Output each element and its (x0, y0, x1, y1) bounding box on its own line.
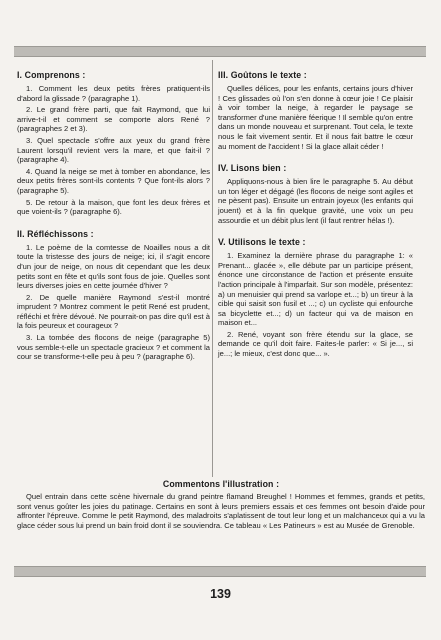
question-item: 1. Le poème de la comtesse de Noailles nous a dit toute la tristesse des jours de neige; ici, il s'agit encore d'un jour de neige, on nous dit cependant que les deux petits sont en fête et qu'ils sont fous de joie. Quelles sont leurs diverses joies en cette journée d'hiver ? (17, 242, 210, 291)
question-item: 2. René, voyant son frère étendu sur la glace, se demande ce qu'il doit faire. Faites-le parler: « Si je..., si je...; le mieux, c'est donc que... ». (218, 329, 413, 359)
question-item: 3. La tombée des flocons de neige (paragraphe 5) vous semble-t-elle un spectacle gracieux ? et comment la cour se transforme-t-elle peu à peu ? (paragraphe 6). (17, 333, 210, 362)
question-item: 2. De quelle manière Raymond s'est-il montré imprudent ? Montrez comment le petit René est prudent, réfléchi et frère dévoué. Ne pourrait-on pas dire qu'il est à la fois peureux et courageux ? (17, 292, 210, 331)
paragraph: Appliquons-nous à bien lire le paragraphe 5. Au début un ton léger et dégagé (les flocons de neige sont agiles et ne pèsent pas). Ensuite un entrain joyeux (les enfants qui jouent) et à la fin quelque gravité, une voix un peu assourdie et un débit plus lent (il faut rentrer hélas !). (218, 177, 413, 225)
question-item: 3. Quel spectacle s'offre aux yeux du grand frère Laurent lorsqu'il revient vers la mare, et que fait-il ? (paragraphe 4). (17, 135, 210, 165)
section-utilisons (218, 237, 413, 359)
question-item: 1. Comment les deux petits frères pratiquent-ils d'abord la glissade ? (paragraphe 1). (17, 84, 210, 103)
commentary-title: Commentons l'illustration : (162, 479, 280, 489)
question-item: 5. De retour à la maison, que font les deux frères et que voient-ils ? (paragraphe 6). (17, 197, 210, 217)
section-title: I. Comprenons : (17, 70, 86, 80)
question-item: 1. Examinez la dernière phrase du paragraphe 1: « Prenant... glacée », elle débute par un participe présent, énonce une circonstance de l'action et présente ensuite l'action principale à l'imparfait. Sur son modèle, présentez: a) un menuisier qui prend sa varlope et...; b) un tireur à la cible qui saisit son fusil et ...; c) un cycliste qui enfourche sa bicyclette et...; d) un facteur qui va de maison en maison et... (218, 251, 413, 328)
paragraph: Quelles délices, pour les enfants, certains jours d'hiver ! Ces glissades où l'on s'en donne à cœur joie ! Ce plaisir à voir tomber la neige, à regarder le paysage se transformer d'une manière féerique ! Il semble qu'on entre dans un monde nouveau et surprenant. Tout cela, le texte nous le fait vivement sentir. Et il nous fait battre le cœur au moment de l'accident ! Si la glace allait céder ! (218, 84, 413, 151)
section-title: III. Goûtons le texte : (218, 70, 307, 80)
question-item: 2. Le grand frère parti, que fait Raymond, que lui arrive-t-il et comment se comporte alors René ? (paragraphes 2 et 3). (17, 105, 210, 134)
section-title: II. Réfléchissons : (17, 228, 94, 239)
page-number: 139 (210, 587, 231, 601)
section-title: V. Utilisons le texte : (218, 237, 306, 248)
section-reflechissons (17, 229, 210, 362)
section-title: IV. Lisons bien : (218, 163, 287, 174)
section-comprenons (17, 70, 210, 217)
column-divider (212, 60, 213, 477)
right-column (218, 70, 413, 371)
bottom-decorative-band (14, 566, 426, 577)
section-lisons (218, 163, 413, 225)
commentary-text: Quel entrain dans cette scène hivernale du grand peintre flamand Breughel ! Hommes et femmes, grands et petits, sont venus goûter les joies du patinage. Certains en sont à leurs premiers essais et ces femmes ont besoin d'aide pour affronter l'épreuve. Comme le petit Raymond, des maladroits s'aplatissent de tout leur long et un malchanceux qui a vu la glace céder sous lui prend un bain froid dont il se souviendra. Ce tableau « Les Patineurs » est au Musée de Grenoble. (17, 492, 425, 530)
left-column (17, 70, 210, 374)
illustration-commentary (17, 479, 425, 532)
section-goutons (218, 70, 413, 151)
top-decorative-band (14, 46, 426, 57)
question-item: 4. Quand la neige se met à tomber en abondance, les deux petits frères sont-ils contents ? Que font-ils alors ? (paragraphe 5). (17, 166, 210, 195)
